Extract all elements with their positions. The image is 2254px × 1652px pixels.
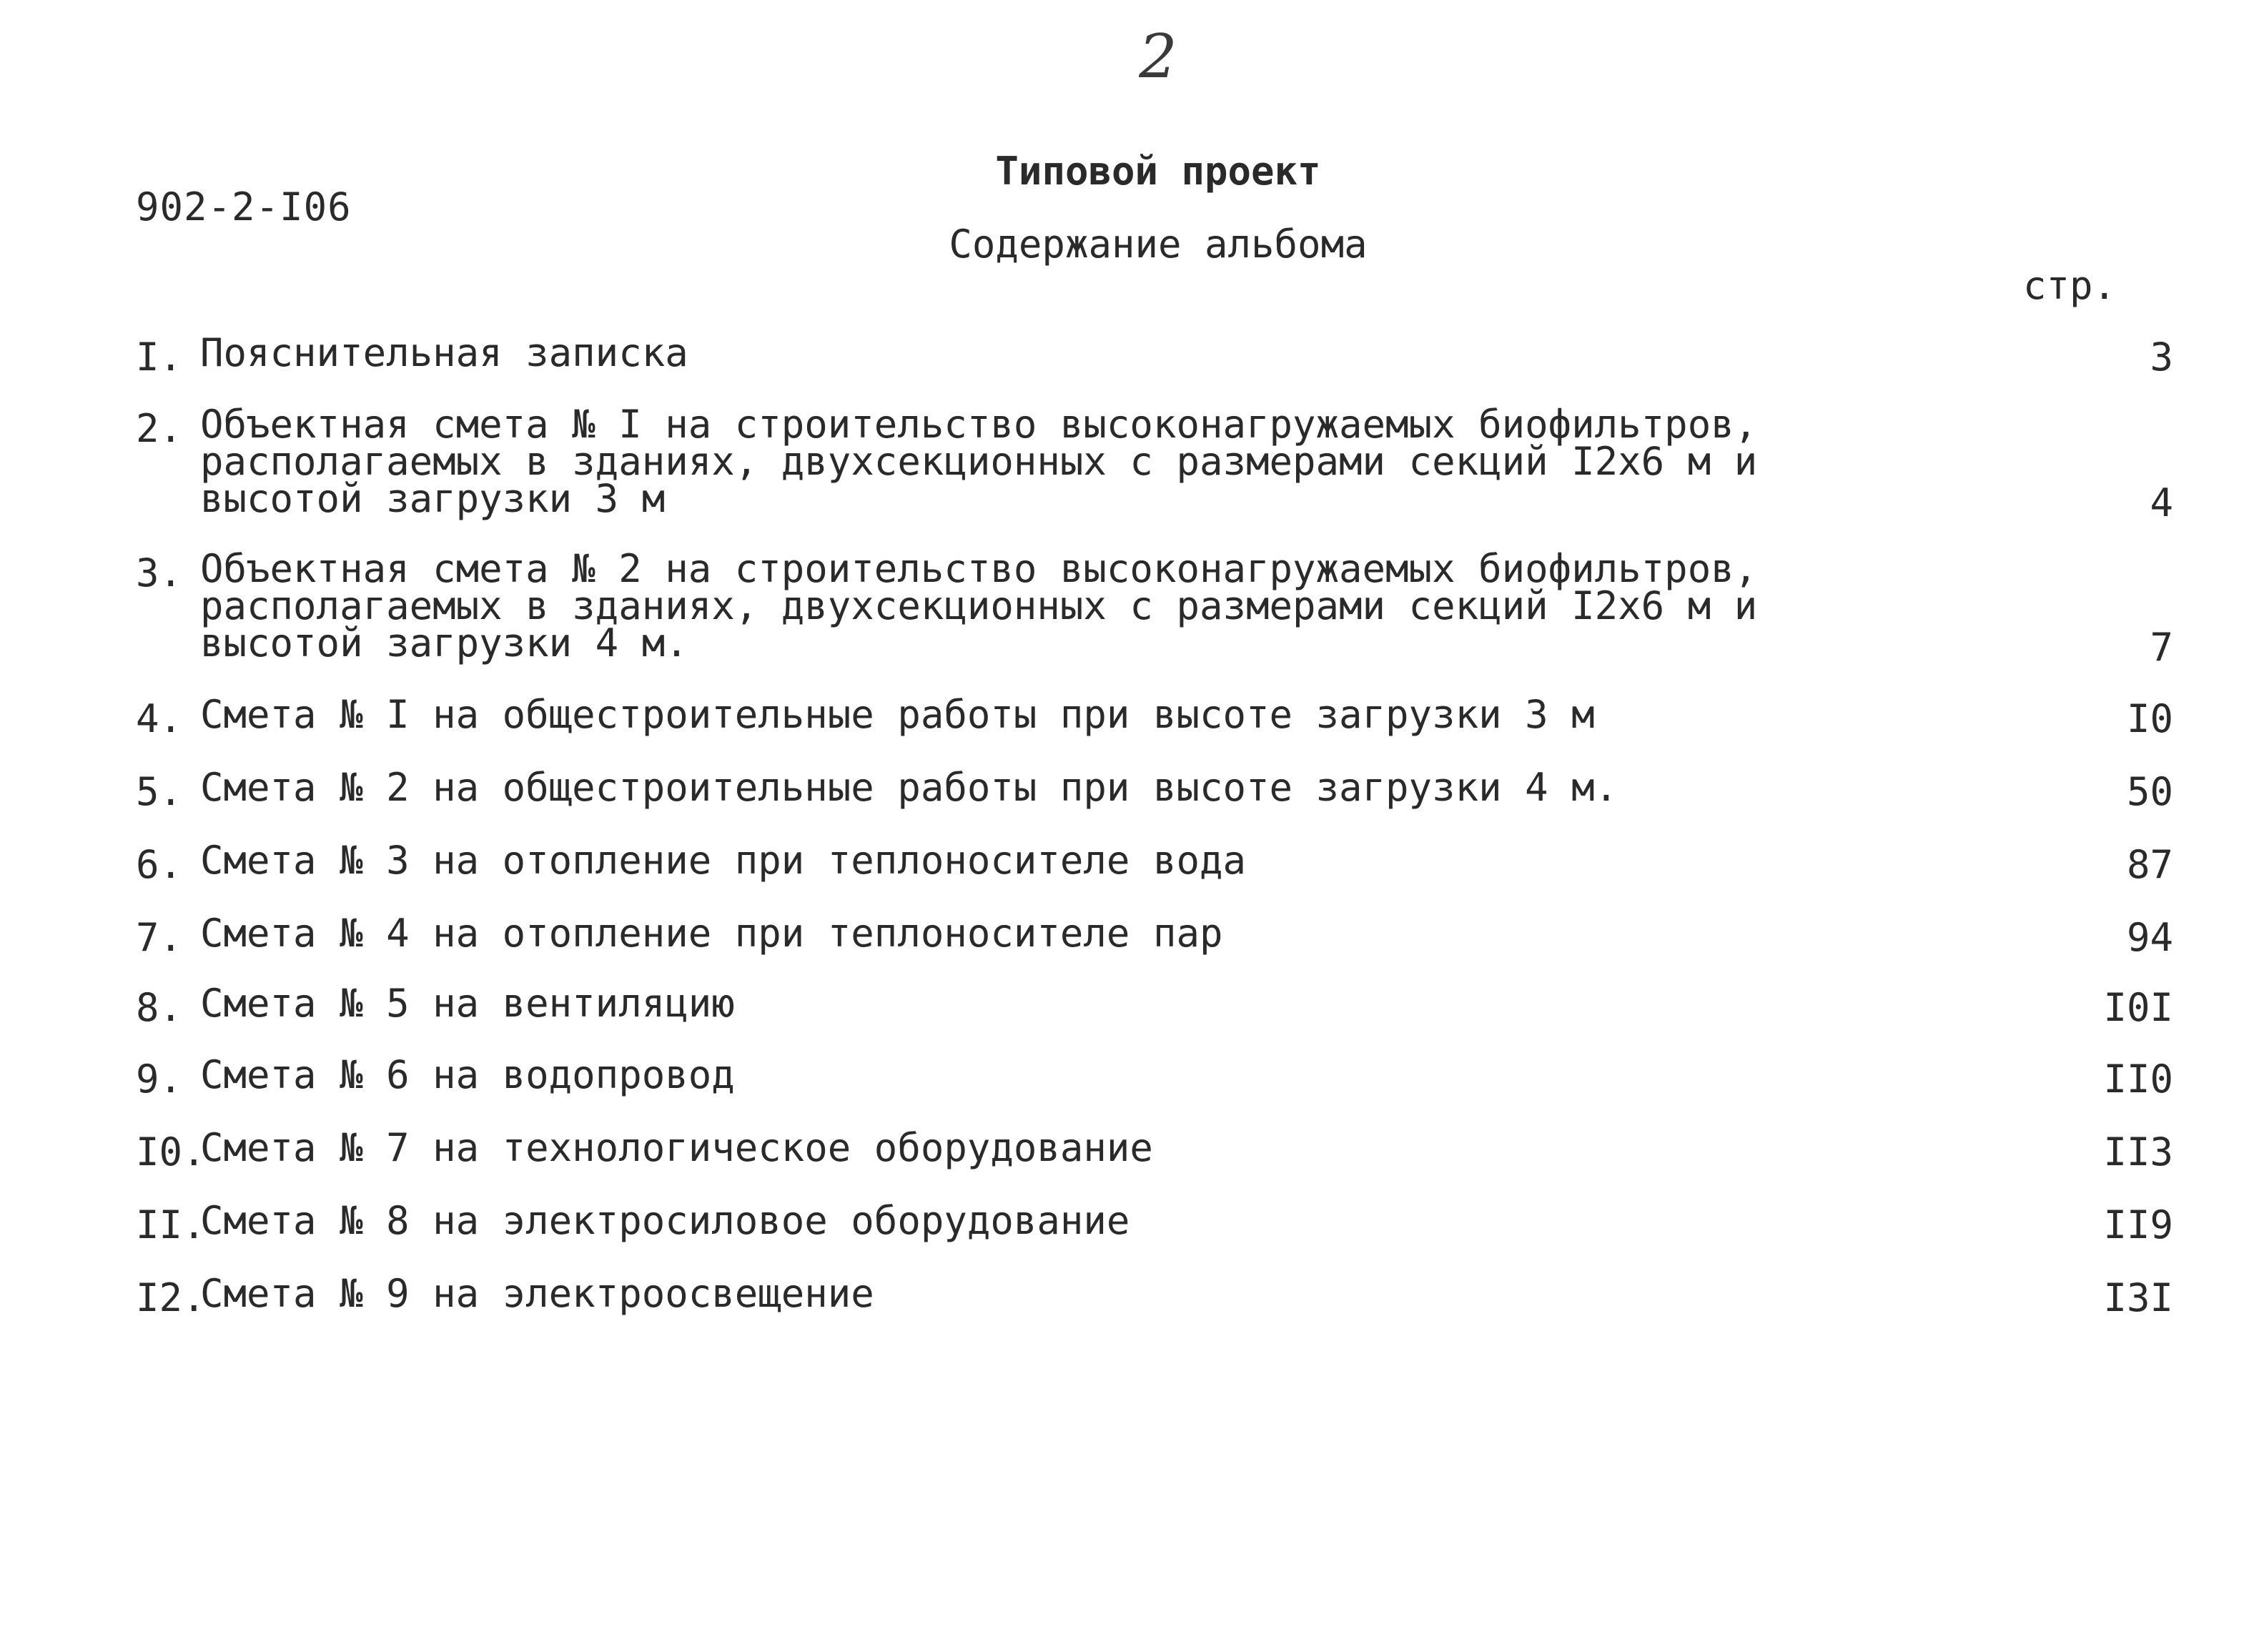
table-of-contents xyxy=(136,0,2173,1652)
toc-item-title: Смета № 3 на отопление при теплоносителе вода xyxy=(200,838,1246,883)
toc-item-title: Смета № 2 на общестроительные работы при высоте загрузки 4 м. xyxy=(200,765,1618,810)
toc-item-title: Объектная смета № I на строительство высоконагружаемых биофильтров, располагаемых в зданиях, двухсекционных с размерами секций I2х6 м и высотой загрузки 3 м xyxy=(200,402,1758,521)
toc-item-title: Пояснительная записка xyxy=(200,330,688,375)
toc-item-title: Смета № 8 на электросиловое оборудование xyxy=(200,1198,1130,1243)
toc-item-number: 5. xyxy=(136,769,183,814)
toc-item-title: Объектная смета № 2 на строительство высоконагружаемых биофильтров, располагаемых в зданиях, двухсекционных с размерами секций I2х6 м и высотой загрузки 4 м. xyxy=(200,546,1758,666)
toc-item-page: 7 xyxy=(2150,625,2173,670)
toc-item-number: 2. xyxy=(136,406,183,451)
toc-item-number: I0. xyxy=(136,1129,206,1174)
page-column-header: стр. xyxy=(2023,263,2117,308)
toc-item-title: Смета № I на общестроительные работы при высоте загрузки 3 м xyxy=(200,692,1595,737)
toc-item-page: 87 xyxy=(2126,842,2173,887)
toc-item-page: II3 xyxy=(2103,1129,2173,1174)
toc-item-number: 3. xyxy=(136,550,183,595)
page-number: 2 xyxy=(1139,21,1177,91)
toc-item-title: Смета № 5 на вентиляцию xyxy=(200,981,735,1026)
toc-item-page: I0I xyxy=(2103,985,2173,1030)
toc-item-number: 6. xyxy=(136,842,183,887)
toc-item-number: 7. xyxy=(136,915,183,960)
toc-item-page: 3 xyxy=(2150,335,2173,380)
toc-item-page: II9 xyxy=(2103,1202,2173,1247)
toc-item-page: I3I xyxy=(2103,1275,2173,1320)
toc-item-title: Смета № 6 на водопровод xyxy=(200,1052,735,1097)
toc-item-title: Смета № 4 на отопление при теплоносителе пар xyxy=(200,911,1223,956)
toc-item-number: 9. xyxy=(136,1057,183,1102)
toc-item-number: I2. xyxy=(136,1275,206,1320)
toc-item-page: 94 xyxy=(2126,915,2173,960)
toc-item-number: 4. xyxy=(136,696,183,741)
toc-item-page: I0 xyxy=(2126,696,2173,741)
toc-item-page: 50 xyxy=(2126,769,2173,814)
toc-item-page: II0 xyxy=(2103,1057,2173,1102)
toc-item-number: II. xyxy=(136,1202,206,1247)
document-subtitle: Содержание альбома xyxy=(949,222,1368,267)
toc-item-title: Смета № 7 на технологическое оборудование xyxy=(200,1125,1153,1170)
toc-item-number: I. xyxy=(136,335,183,380)
project-code: 902-2-I06 xyxy=(136,184,352,229)
toc-item-page: 4 xyxy=(2150,480,2173,525)
document-title: Типовой проект xyxy=(995,149,1321,194)
toc-item-number: 8. xyxy=(136,985,183,1030)
toc-item-title: Смета № 9 на электроосвещение xyxy=(200,1271,874,1316)
